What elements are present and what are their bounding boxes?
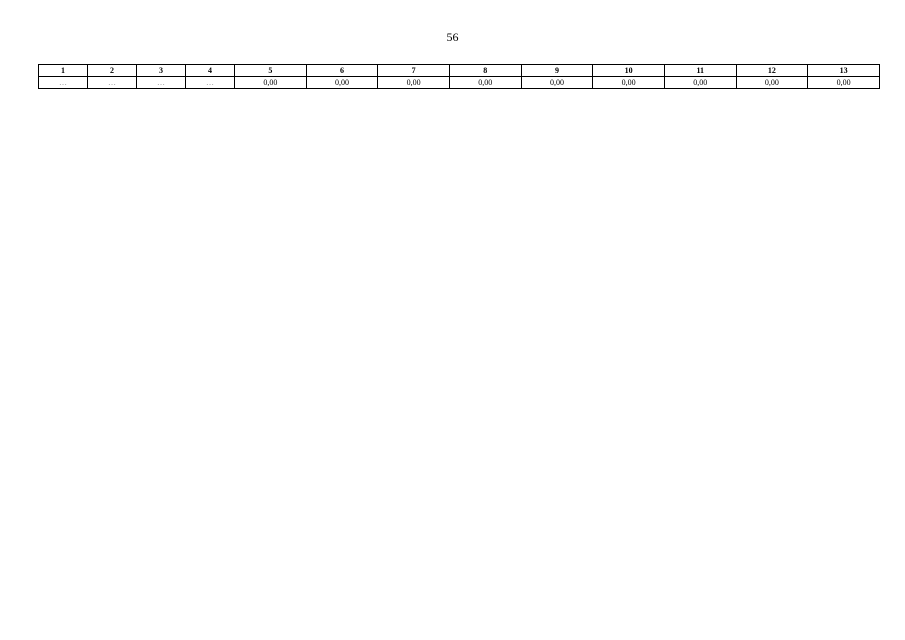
cell: 0,00 <box>449 77 521 89</box>
page-number: 56 <box>446 30 459 44</box>
col-1: 1 <box>39 65 88 77</box>
table-header-row <box>39 65 880 77</box>
col-5: 5 <box>235 65 307 77</box>
col-10: 10 <box>593 65 665 77</box>
col-3: 3 <box>137 65 186 77</box>
cell: … <box>186 77 235 89</box>
table-row <box>39 77 880 89</box>
cell: … <box>88 77 137 89</box>
cell: … <box>137 77 186 89</box>
cell: 0,00 <box>521 77 593 89</box>
cell: 0,00 <box>664 77 736 89</box>
col-7: 7 <box>378 65 450 77</box>
cell: … <box>39 77 88 89</box>
col-8: 8 <box>449 65 521 77</box>
cell: 0,00 <box>235 77 307 89</box>
col-13: 13 <box>808 65 880 77</box>
cell: 0,00 <box>306 77 378 89</box>
cell: 0,00 <box>593 77 665 89</box>
cell: 0,00 <box>378 77 450 89</box>
col-11: 11 <box>664 65 736 77</box>
cell: 0,00 <box>736 77 808 89</box>
cell: 0,00 <box>808 77 880 89</box>
col-2: 2 <box>88 65 137 77</box>
budget-table <box>38 64 880 89</box>
col-4: 4 <box>186 65 235 77</box>
col-6: 6 <box>306 65 378 77</box>
col-12: 12 <box>736 65 808 77</box>
col-9: 9 <box>521 65 593 77</box>
